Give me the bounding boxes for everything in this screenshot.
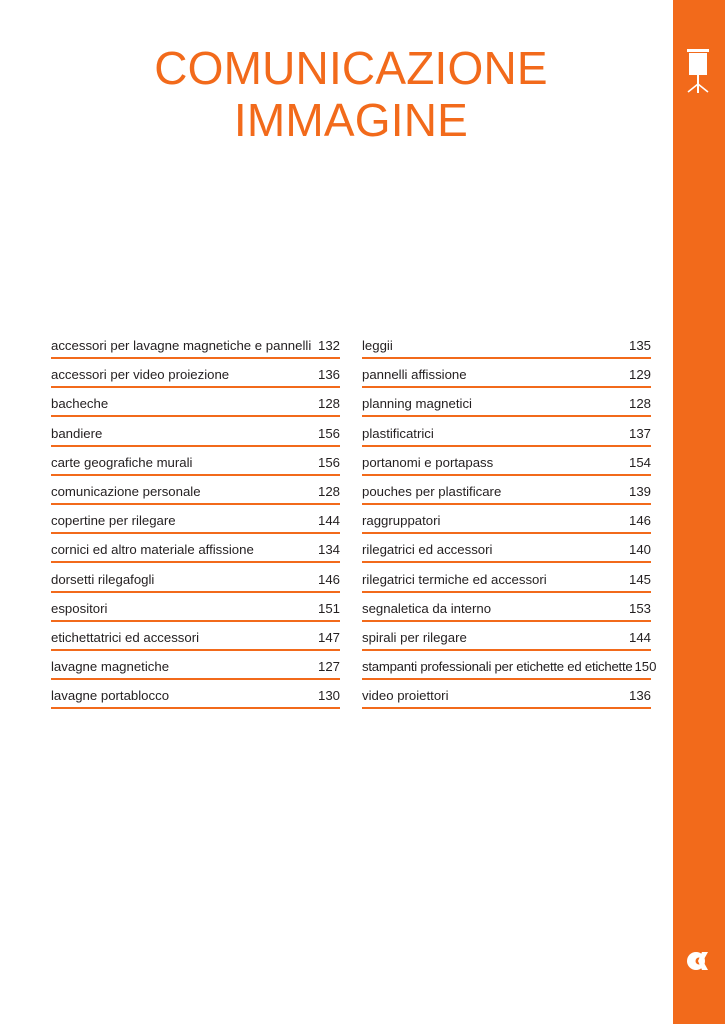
- index-row[interactable]: [362, 566, 651, 593]
- index-page-number: 140: [628, 542, 651, 558]
- index-label: comunicazione personale: [51, 483, 201, 499]
- index-label: bacheche: [51, 396, 109, 412]
- index-row[interactable]: [51, 478, 340, 505]
- index-row[interactable]: [51, 420, 340, 447]
- index-column-left: [51, 332, 340, 709]
- index-label: raggruppatori: [362, 513, 441, 529]
- index-row[interactable]: [51, 536, 340, 563]
- index-column-right: [362, 332, 657, 709]
- index-page-number: 154: [628, 454, 651, 470]
- index-page-number: 136: [628, 688, 651, 704]
- index-page-number: 130: [317, 688, 340, 704]
- index-row[interactable]: [362, 420, 651, 447]
- index-page-number: 144: [317, 513, 340, 529]
- index-row[interactable]: [51, 653, 340, 680]
- index-row[interactable]: [51, 595, 340, 622]
- index-row[interactable]: [51, 449, 340, 476]
- index-page-number: 156: [317, 454, 340, 470]
- index-page-number: 137: [628, 425, 651, 441]
- index-page-number: 145: [628, 571, 651, 587]
- index-label: lavagne portablocco: [51, 688, 170, 704]
- index-row[interactable]: [362, 595, 651, 622]
- index-page-number: 156: [317, 425, 340, 441]
- index-page-number: 135: [628, 338, 651, 353]
- index-label: dorsetti rilegafogli: [51, 571, 155, 587]
- index-page-number: 132: [317, 338, 340, 353]
- index-label: bandiere: [51, 425, 103, 441]
- section-sidebar: [673, 0, 725, 1024]
- index-label: accessori per video proiezione: [51, 367, 230, 383]
- index-page-number: 134: [317, 542, 340, 558]
- index-page-number: 127: [317, 659, 340, 675]
- index-row[interactable]: [51, 566, 340, 593]
- index-label: segnaletica da interno: [362, 600, 492, 616]
- index-label: pouches per plastificare: [362, 483, 502, 499]
- index-label: cornici ed altro materiale affissione: [51, 542, 254, 558]
- index-row[interactable]: [362, 536, 651, 563]
- index-label: lavagne magnetiche: [51, 659, 170, 675]
- index-row[interactable]: [362, 390, 651, 417]
- index-label: espositori: [51, 600, 108, 616]
- index-page-number: 128: [317, 396, 340, 412]
- index-label: pannelli affissione: [362, 367, 467, 383]
- index-page-number: 128: [317, 483, 340, 499]
- index-label: planning magnetici: [362, 396, 472, 412]
- index-page-number: 128: [628, 396, 651, 412]
- index-label: spirali per rilegare: [362, 629, 467, 645]
- index-page-number: 146: [628, 513, 651, 529]
- index-row[interactable]: [362, 361, 651, 388]
- index-page-number: 146: [317, 571, 340, 587]
- index-page-number: 147: [317, 629, 340, 645]
- index-page-number: 151: [317, 600, 340, 616]
- page-title-line1: COMUNICAZIONE: [154, 42, 548, 94]
- page-title-line2: IMMAGINE: [233, 94, 469, 146]
- index-page-number: 136: [317, 367, 340, 383]
- index-row[interactable]: [51, 507, 340, 534]
- index-row[interactable]: [362, 507, 651, 534]
- index-page-number: 150: [634, 659, 657, 675]
- index-label: accessori per lavagne magnetiche e pannelli: [51, 338, 312, 353]
- index-row[interactable]: [51, 361, 340, 388]
- brand-logo-icon: [686, 950, 712, 972]
- index-label: leggii: [362, 338, 393, 353]
- index-row[interactable]: [362, 682, 651, 709]
- index-label: carte geografiche murali: [51, 454, 193, 470]
- index-page-number: 139: [628, 483, 651, 499]
- index-label: video proiettori: [362, 688, 449, 704]
- index-row[interactable]: [362, 332, 651, 359]
- index-label: plastificatrici: [362, 425, 434, 441]
- index-row[interactable]: [51, 332, 340, 359]
- index-row[interactable]: [51, 624, 340, 651]
- index-label: portanomi e portapass: [362, 454, 494, 470]
- index-label: rilegatrici ed accessori: [362, 542, 493, 558]
- index-label: rilegatrici termiche ed accessori: [362, 571, 547, 587]
- index-label: etichettatrici ed accessori: [51, 629, 200, 645]
- index-page-number: 144: [628, 629, 651, 645]
- index-page-number: 129: [628, 367, 651, 383]
- index-row[interactable]: [51, 390, 340, 417]
- index-row[interactable]: [362, 449, 651, 476]
- index-row[interactable]: [362, 624, 651, 651]
- index-row[interactable]: [51, 682, 340, 709]
- flipchart-icon: [686, 48, 710, 96]
- index-row[interactable]: [362, 653, 657, 680]
- index-row[interactable]: [362, 478, 651, 505]
- index-page-number: 153: [628, 600, 651, 616]
- index-label: copertine per rilegare: [51, 513, 176, 529]
- index-label: stampanti professionali per etichette ed etichette: [362, 659, 633, 675]
